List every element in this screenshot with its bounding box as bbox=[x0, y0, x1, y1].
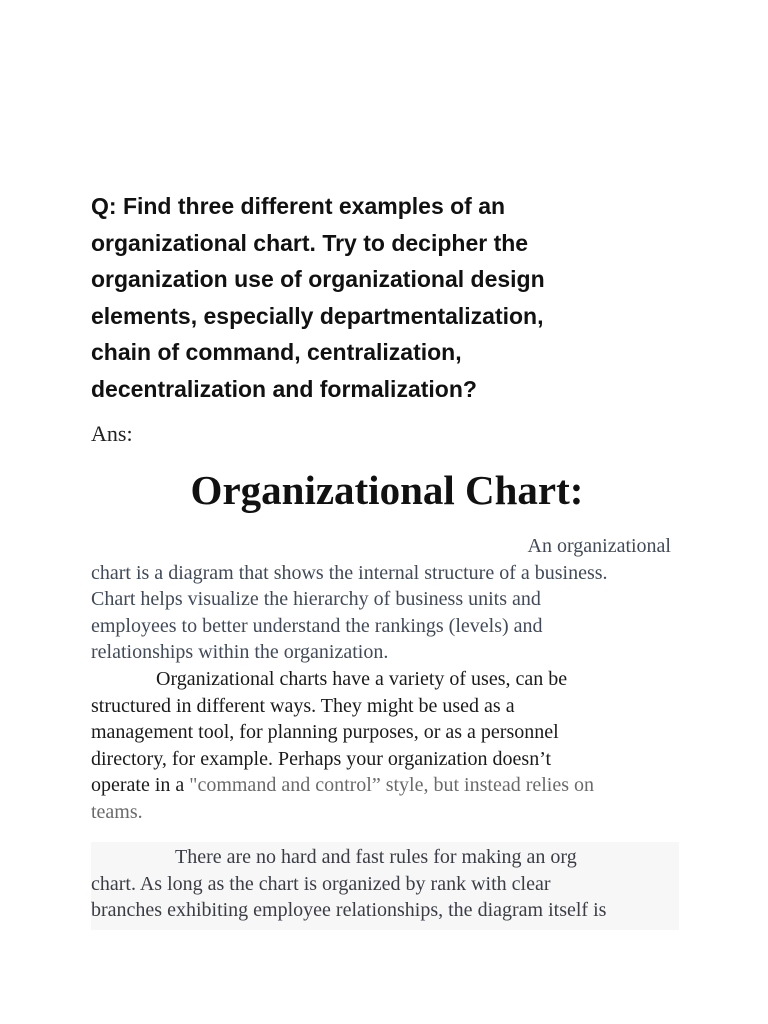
paragraph-line: branches exhibiting employee relationships, the diagram itself is bbox=[91, 899, 607, 921]
paragraph-line: There are no hard and fast rules for making an org bbox=[175, 846, 577, 868]
paragraph-line: chart. As long as the chart is organized by rank with clear bbox=[91, 872, 551, 895]
paragraph-uses bbox=[91, 666, 691, 825]
paragraph-line: relationships within the organization. bbox=[91, 641, 389, 663]
question-line: decentralization and formalization? bbox=[91, 375, 477, 402]
paragraph-line: Chart helps visualize the hierarchy of business units and bbox=[91, 588, 541, 610]
paragraph-rules bbox=[91, 844, 691, 924]
question-text bbox=[91, 188, 691, 407]
question-line: Q: Find three different examples of an bbox=[91, 193, 506, 219]
question-line: organization use of organizational design bbox=[91, 266, 545, 292]
paragraph-line: directory, for example. Perhaps your organization doesn’t bbox=[91, 747, 552, 770]
paragraph-line: Organizational charts have a variety of uses, can be bbox=[156, 668, 568, 690]
paragraph-line: chart is a diagram that shows the internal structure of a business. bbox=[91, 561, 608, 584]
quoted-text: "command and control” style, but instead relies on bbox=[189, 774, 595, 796]
paragraph-line: teams. bbox=[91, 800, 143, 823]
paragraph-line: structured in different ways. They might be used as a bbox=[91, 694, 515, 717]
paragraph-line: management tool, for planning purposes, or as a personnel bbox=[91, 721, 559, 743]
paragraph-definition bbox=[91, 533, 691, 666]
paragraph-line: An organizational bbox=[527, 535, 671, 557]
section-heading: Organizational Chart: bbox=[190, 467, 584, 513]
answer-label: Ans: bbox=[91, 421, 133, 446]
paragraph-text: operate in a bbox=[91, 774, 190, 796]
paragraph-line: employees to better understand the rankings (levels) and bbox=[91, 614, 543, 637]
question-line: elements, especially departmentalization, bbox=[91, 302, 544, 329]
paragraph-line bbox=[91, 772, 691, 799]
question-line: chain of command, centralization, bbox=[91, 339, 462, 365]
question-line: organizational chart. Try to decipher the bbox=[91, 229, 529, 256]
